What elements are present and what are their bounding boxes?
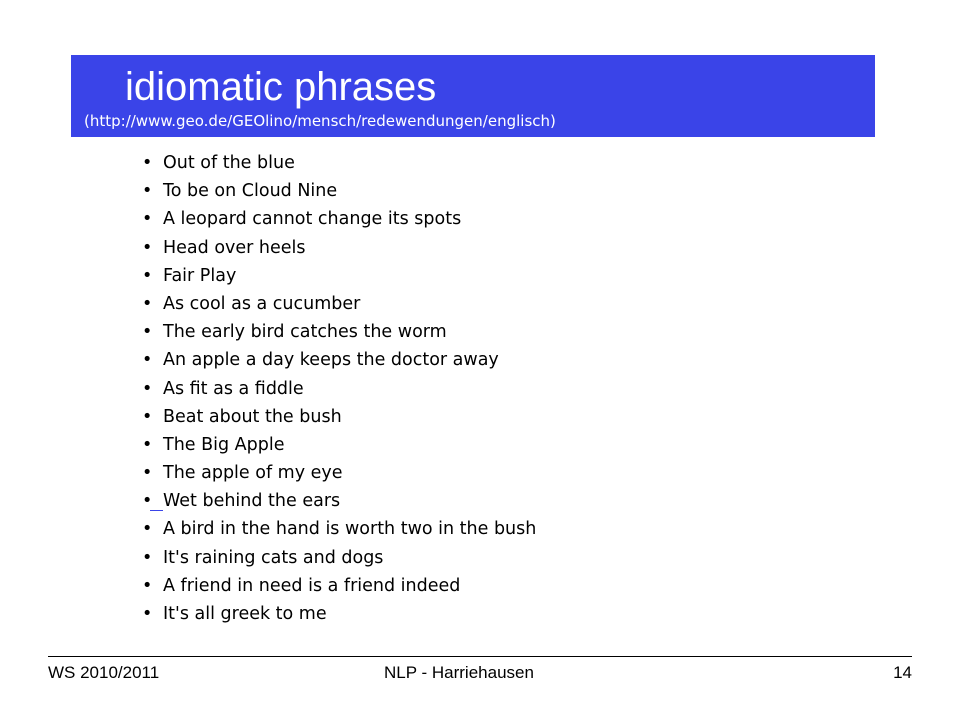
bullet-icon: • <box>142 350 153 371</box>
list-item-label: A bird in the hand is worth two in the bush <box>163 519 537 540</box>
list-item-label: Beat about the bush <box>163 406 342 427</box>
list-item-label: Fair Play <box>163 265 237 286</box>
list-item <box>142 346 536 374</box>
list-item-label: Out of the blue <box>163 153 295 173</box>
list-item <box>142 262 536 290</box>
list-item <box>142 149 536 177</box>
list-item <box>142 431 536 459</box>
bullet-icon: • <box>142 604 153 624</box>
bullet-icon: • <box>142 322 153 343</box>
footer-divider <box>48 656 912 657</box>
phrase-list <box>142 149 536 628</box>
bullet-icon: • <box>142 519 153 540</box>
list-item-linked[interactable] <box>142 487 536 515</box>
list-item-label: As fit as a fiddle <box>163 378 304 399</box>
list-item <box>142 205 536 233</box>
list-item-label: An apple a day keeps the doctor away <box>163 350 499 371</box>
bullet-icon: • <box>142 181 153 202</box>
list-item <box>142 459 536 487</box>
list-item <box>142 318 536 346</box>
hyperlink-underline[interactable] <box>150 510 163 511</box>
list-item <box>142 177 536 205</box>
slide-title: idiomatic phrases <box>125 65 437 109</box>
list-item <box>142 544 536 572</box>
bullet-icon: • <box>142 463 153 484</box>
list-item-label: A leopard cannot change its spots <box>163 209 462 230</box>
list-item <box>142 375 536 403</box>
list-item <box>142 290 536 318</box>
list-item <box>142 234 536 262</box>
bullet-icon: • <box>142 237 153 258</box>
list-item <box>142 403 536 431</box>
slide-number: 14 <box>893 663 912 682</box>
list-item-label: The apple of my eye <box>163 463 343 484</box>
list-item-label: As cool as a cucumber <box>163 293 361 314</box>
list-item <box>142 515 536 543</box>
bullet-icon: • <box>142 406 153 427</box>
bullet-icon: • <box>142 491 153 512</box>
bullet-icon: • <box>142 293 153 314</box>
list-item-label: Wet behind the ears <box>163 491 341 512</box>
list-item-label: A friend in need is a friend indeed <box>163 575 461 596</box>
list-item-label: Head over heels <box>163 237 306 258</box>
bullet-icon: • <box>142 378 153 399</box>
bullet-icon: • <box>142 209 153 230</box>
list-item-label: It's all greek to me <box>163 604 327 624</box>
bullet-icon: • <box>142 575 153 596</box>
list-item-label: It's raining cats and dogs <box>163 547 384 568</box>
list-item <box>142 600 536 628</box>
list-item-label: To be on Cloud Nine <box>163 181 338 202</box>
footer-course: NLP - Harriehausen <box>384 663 534 682</box>
bullet-icon: • <box>142 265 153 286</box>
list-item <box>142 572 536 600</box>
bullet-icon: • <box>142 434 153 455</box>
title-banner <box>71 55 875 137</box>
bullet-icon: • <box>142 547 153 568</box>
footer-semester: WS 2010/2011 <box>48 663 160 682</box>
source-url: (http://www.geo.de/GEOlino/mensch/redewendungen/englisch) <box>84 112 556 130</box>
bullet-icon: • <box>142 153 153 173</box>
list-item-label: The Big Apple <box>163 434 285 455</box>
list-item-label: The early bird catches the worm <box>163 322 447 343</box>
